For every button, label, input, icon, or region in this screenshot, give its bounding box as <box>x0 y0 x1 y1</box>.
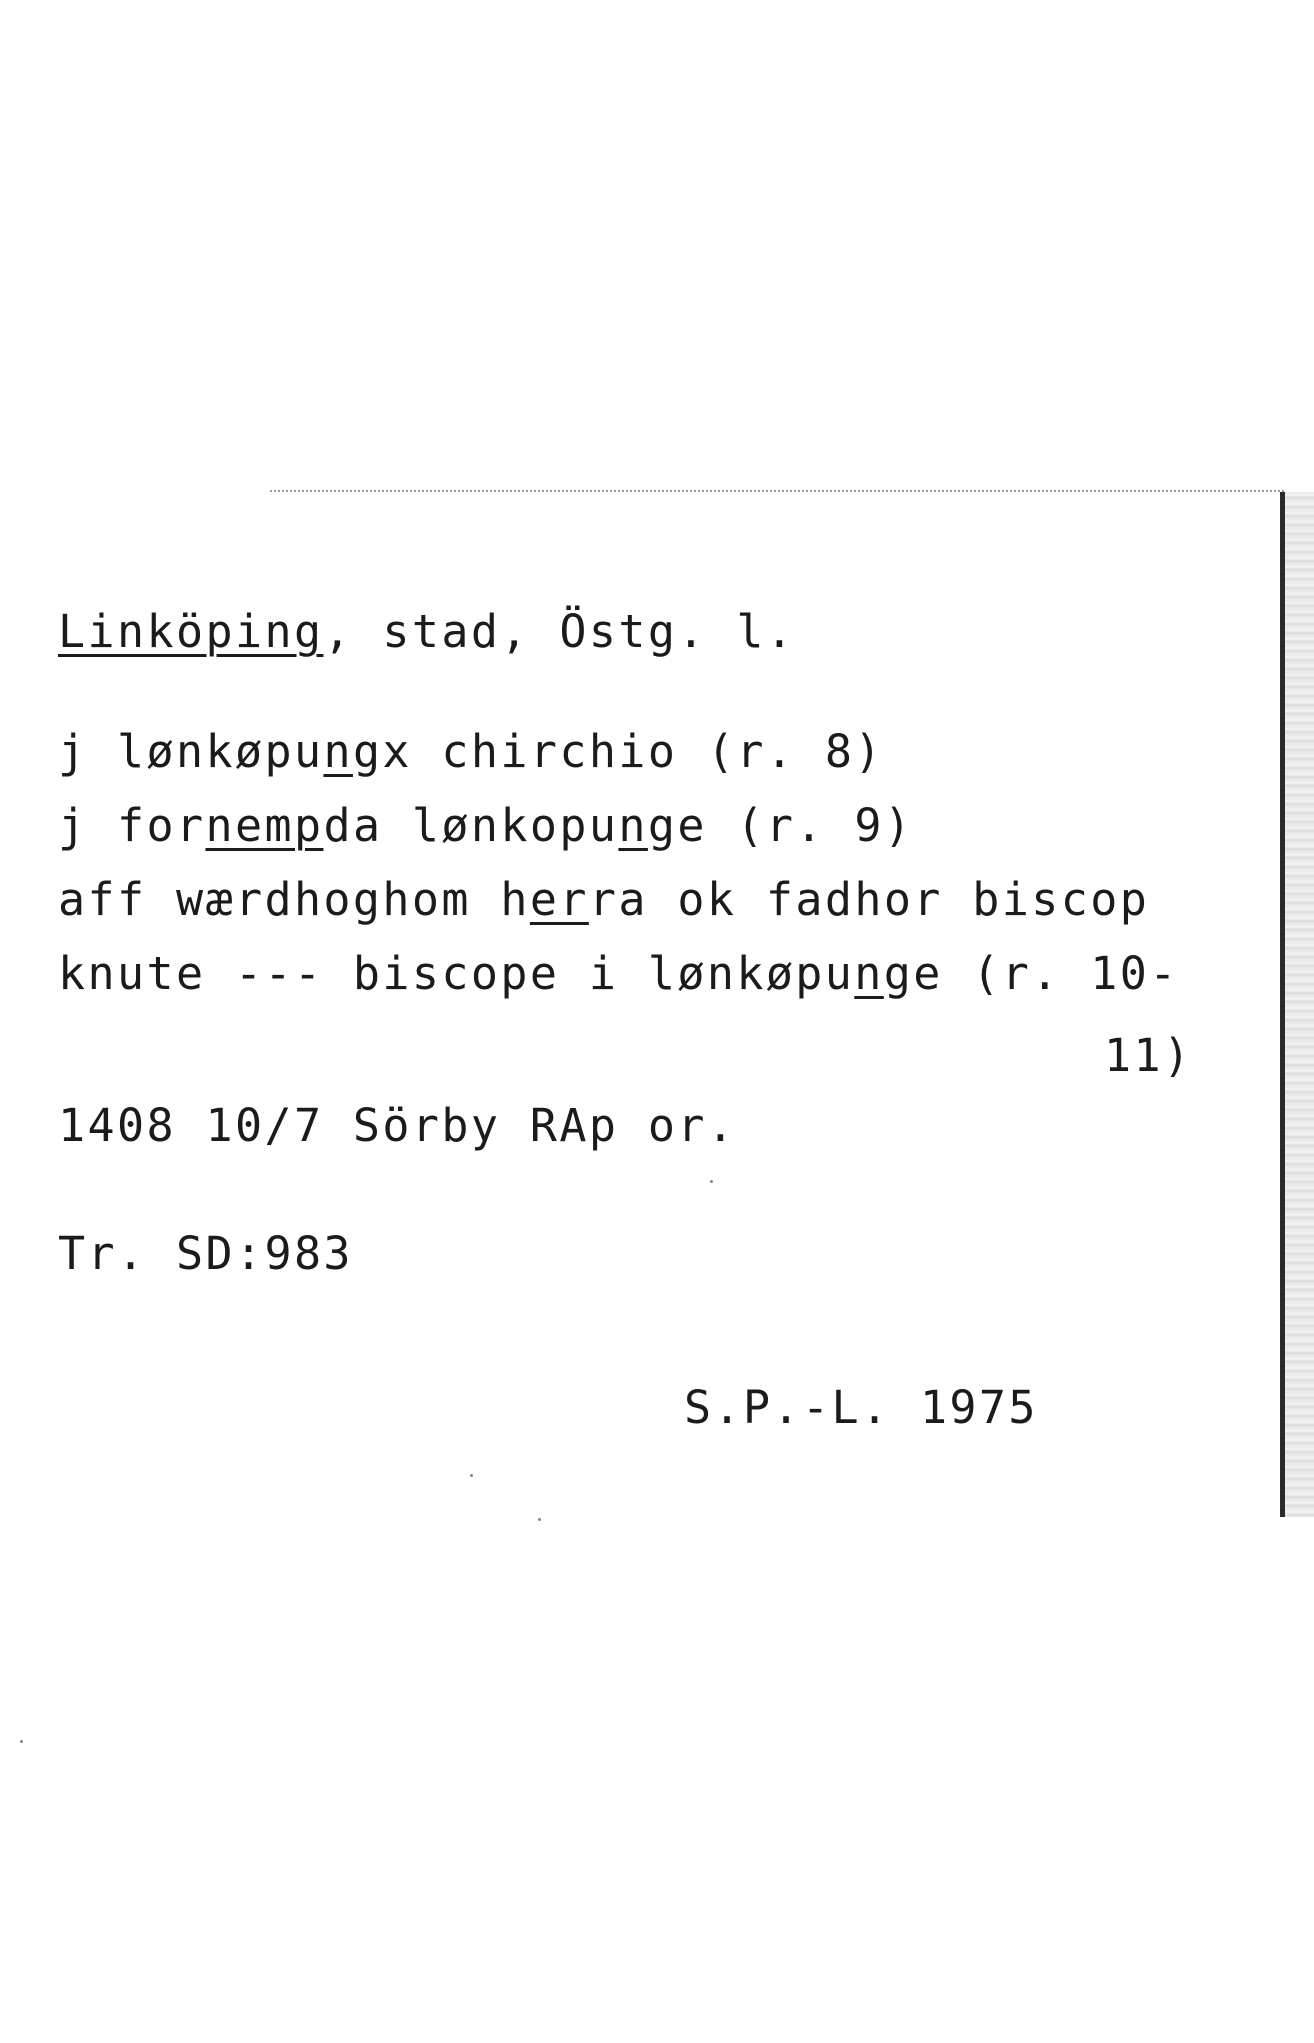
quote-underlined: n <box>854 947 884 1000</box>
quote-underlined: n <box>323 725 353 778</box>
place-name: Linköping <box>58 605 324 658</box>
quote-underlined: er <box>529 873 589 926</box>
ink-speck <box>20 1740 23 1743</box>
quote-line-2 <box>58 798 913 854</box>
card-right-shade <box>1285 492 1314 1517</box>
ink-speck <box>710 1180 713 1183</box>
quote-line-4 <box>58 946 1179 1002</box>
card-top-edge <box>270 490 1284 492</box>
ink-speck <box>538 1518 541 1521</box>
place-details: , stad, Östg. l. <box>323 605 796 658</box>
quote-underlined: nemp <box>205 799 324 852</box>
quote-line-1 <box>58 724 884 780</box>
quote-text: knute --- biscope i lønkøpu <box>58 947 855 1000</box>
quote-text: da lønkopu <box>323 799 619 852</box>
quote-text: ge (r. 9) <box>647 799 914 852</box>
quote-text: j for <box>58 799 206 852</box>
quote-line-4-continuation: 11) <box>1104 1029 1193 1082</box>
quote-text: ge (r. 10- <box>883 947 1179 1000</box>
quote-line-3 <box>58 872 1149 928</box>
ink-speck <box>470 1474 473 1477</box>
quote-text: aff wærdhoghom h <box>58 873 530 926</box>
reference-line: Tr. SD:983 <box>58 1227 353 1280</box>
signature-line: S.P.-L. 1975 <box>684 1381 1038 1434</box>
quote-text: ra ok fadhor biscop <box>588 873 1150 926</box>
source-line: 1408 10/7 Sörby RAp or. <box>58 1099 737 1152</box>
quote-underlined: n <box>618 799 648 852</box>
quote-text: j lønkøpu <box>58 725 324 778</box>
quote-text: gx chirchio (r. 8) <box>352 725 884 778</box>
card-heading <box>58 604 795 660</box>
